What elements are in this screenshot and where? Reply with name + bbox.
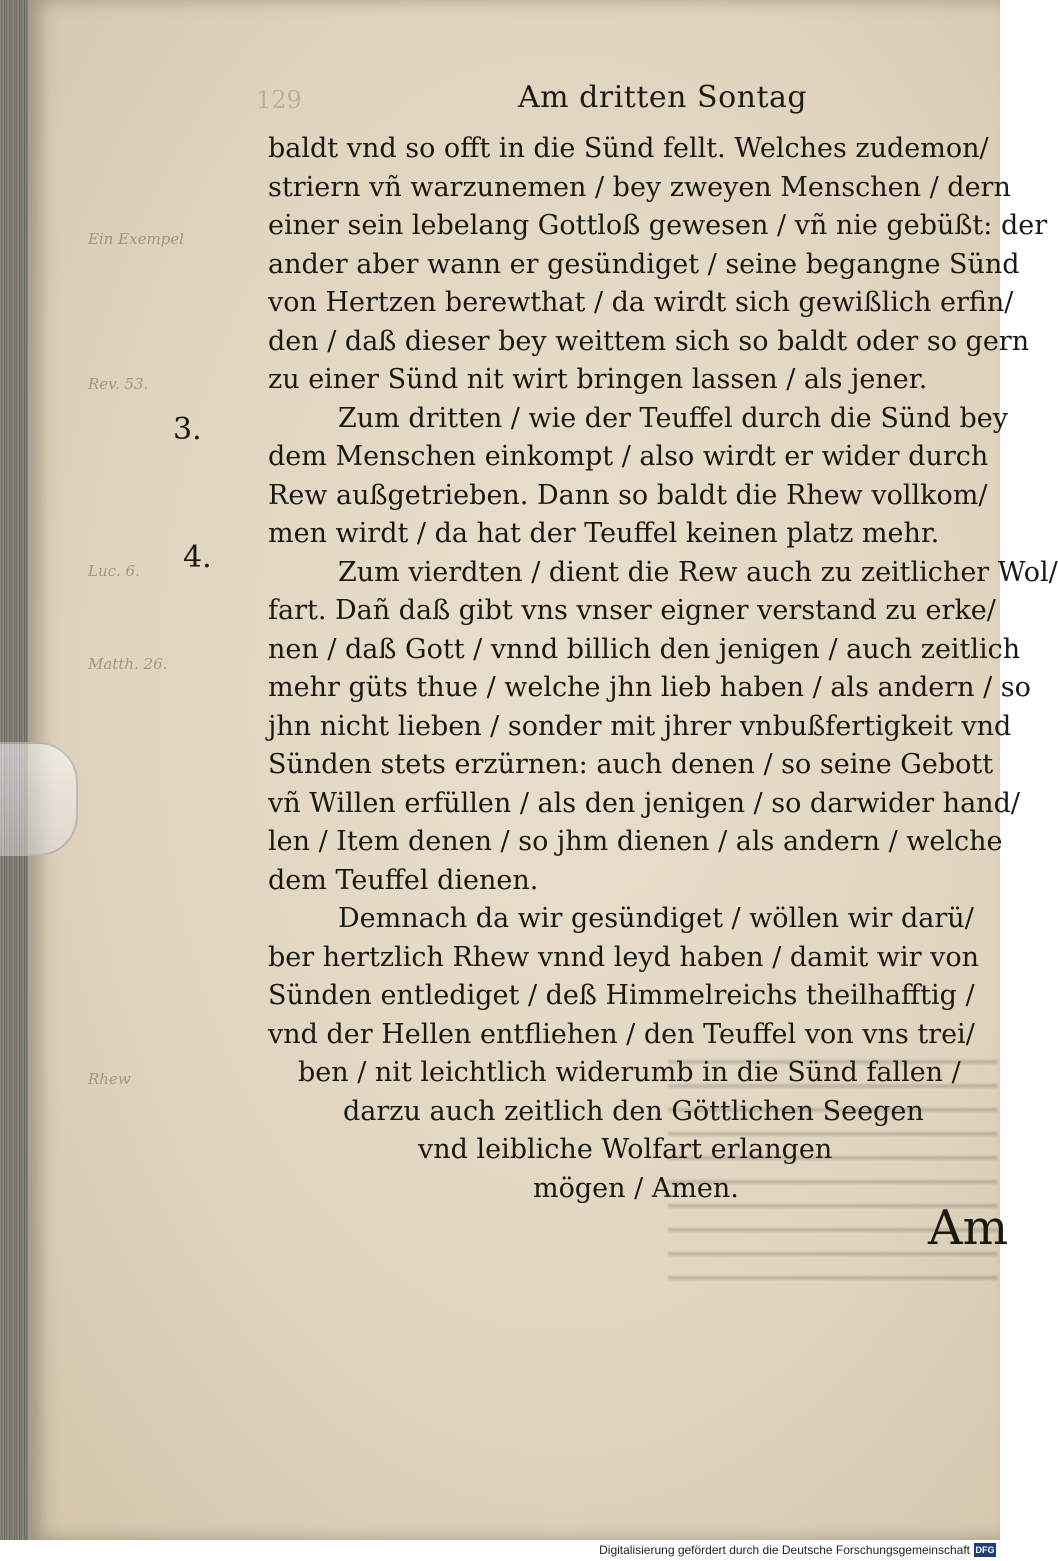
body-text <box>268 130 1058 1208</box>
text-line: Zum dritten / wie der Teuffel durch die Sünd bey <box>338 402 1009 434</box>
text-line: striern vñ warzunemen / bey zweyen Menschen / dern <box>268 171 1011 203</box>
text-line: fart. Dañ daß gibt vns vnser eigner verstand zu erke/ <box>268 595 996 626</box>
text-line: Demnach da wir gesündiget / wöllen wir darü/ <box>338 903 974 934</box>
page-number: 129 <box>256 86 302 114</box>
text-line: len / Item denen / so jhm dienen / als andern / welche <box>268 826 1003 857</box>
text-line: zu einer Sünd nit wirt bringen lassen / als jener. <box>268 364 928 395</box>
text-line: Sünden stets erzürnen: auch denen / so seine Gebott <box>268 749 994 780</box>
text-line: vñ Willen erfüllen / als den jenigen / so darwider hand/ <box>268 787 1020 819</box>
text-line: mögen / Amen. <box>533 1172 739 1204</box>
text-line: dem Teuffel dienen. <box>268 864 539 896</box>
margin-note: Matth. 26. <box>88 655 168 673</box>
text-line: nen / daß Gott / vnnd billich den jenigen / auch zeitlich <box>268 633 1021 665</box>
text-line: dem Menschen einkompt / also wirdt er wider durch <box>268 441 989 472</box>
text-line: jhn nicht lieben / sonder mit jhrer vnbußfertigkeit vnd <box>268 710 1012 742</box>
text-line: ben / nit leichtlich widerumb in die Sünd fallen / <box>298 1057 961 1088</box>
text-line: mehr güts thue / welche jhn lieb haben / als andern / so <box>268 672 1031 703</box>
text-line: ber hertzlich Rhew vnnd leyd haben / damit wir von <box>268 941 980 973</box>
text-line: von Hertzen berewthat / da wirdt sich gewißlich erfin/ <box>268 287 1014 318</box>
margin-note: Rev. 53. <box>88 375 149 393</box>
text-line: Zum vierdten / dient die Rew auch zu zeitlicher Wol/ <box>338 556 1058 588</box>
text-line: darzu auch zeitlich den Göttlichen Seegen <box>343 1095 924 1127</box>
section-number: 4. <box>183 540 212 575</box>
text-line: Sünden entlediget / deß Himmelreichs theilhafftig / <box>268 980 975 1011</box>
text-line: einer sein lebelang Gottloß gewesen / vñ nie gebüßt: der <box>268 210 1048 241</box>
section-number: 3. <box>173 412 202 447</box>
text-line: men wirdt / da hat der Teuffel keinen platz mehr. <box>268 518 940 549</box>
book-page <box>28 0 1058 1540</box>
text-line: den / daß dieser bey weittem sich so baldt oder so gern <box>268 325 1030 357</box>
running-head: Am dritten Sontag <box>518 80 808 115</box>
margin-notes <box>88 0 228 1540</box>
dfg-logo-icon: DFG <box>975 1545 995 1555</box>
footer-credit: Digitalisierung gefördert durch die Deutsche Forschungsgemeinschaft <box>599 1543 970 1557</box>
text-line: ander aber wann er gesündiget / seine begangne Sünd <box>268 248 1020 280</box>
margin-note: Luc. 6. <box>88 562 140 580</box>
catchword: Am <box>928 1200 1009 1256</box>
text-line: Rew außgetrieben. Dann so baldt die Rhew vollkom/ <box>268 479 988 511</box>
margin-note: Rhew <box>88 1070 131 1088</box>
footer <box>0 1540 1000 1561</box>
bookmark-tab <box>0 742 78 856</box>
text-line: baldt vnd so offt in die Sünd fellt. Welches zudemon/ <box>268 133 989 164</box>
margin-note: Ein Exempel <box>88 230 184 248</box>
text-line: vnd leibliche Wolfart erlangen <box>418 1134 833 1165</box>
text-line: vnd der Hellen entfliehen / den Teuffel von vns trei/ <box>268 1018 975 1050</box>
